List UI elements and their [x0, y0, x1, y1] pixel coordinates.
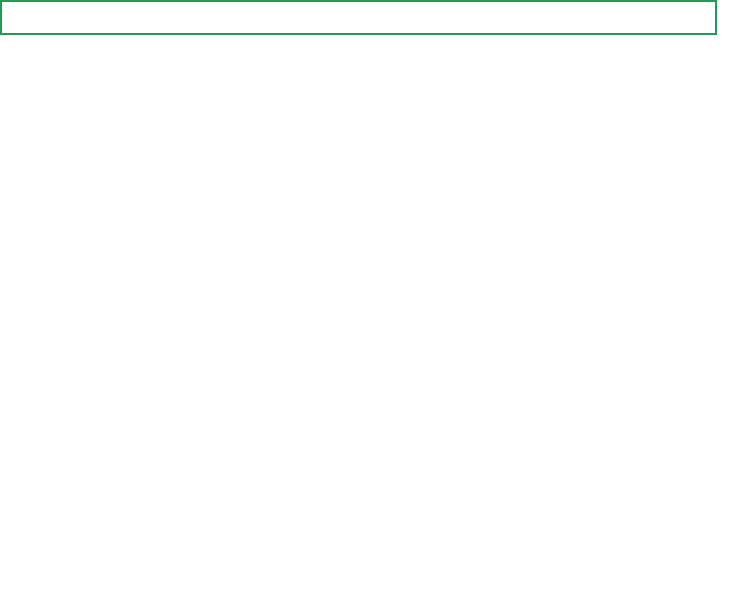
unit-label — [620, 38, 718, 50]
title-cell[interactable] — [0, 0, 717, 35]
sheet-label — [0, 38, 40, 50]
